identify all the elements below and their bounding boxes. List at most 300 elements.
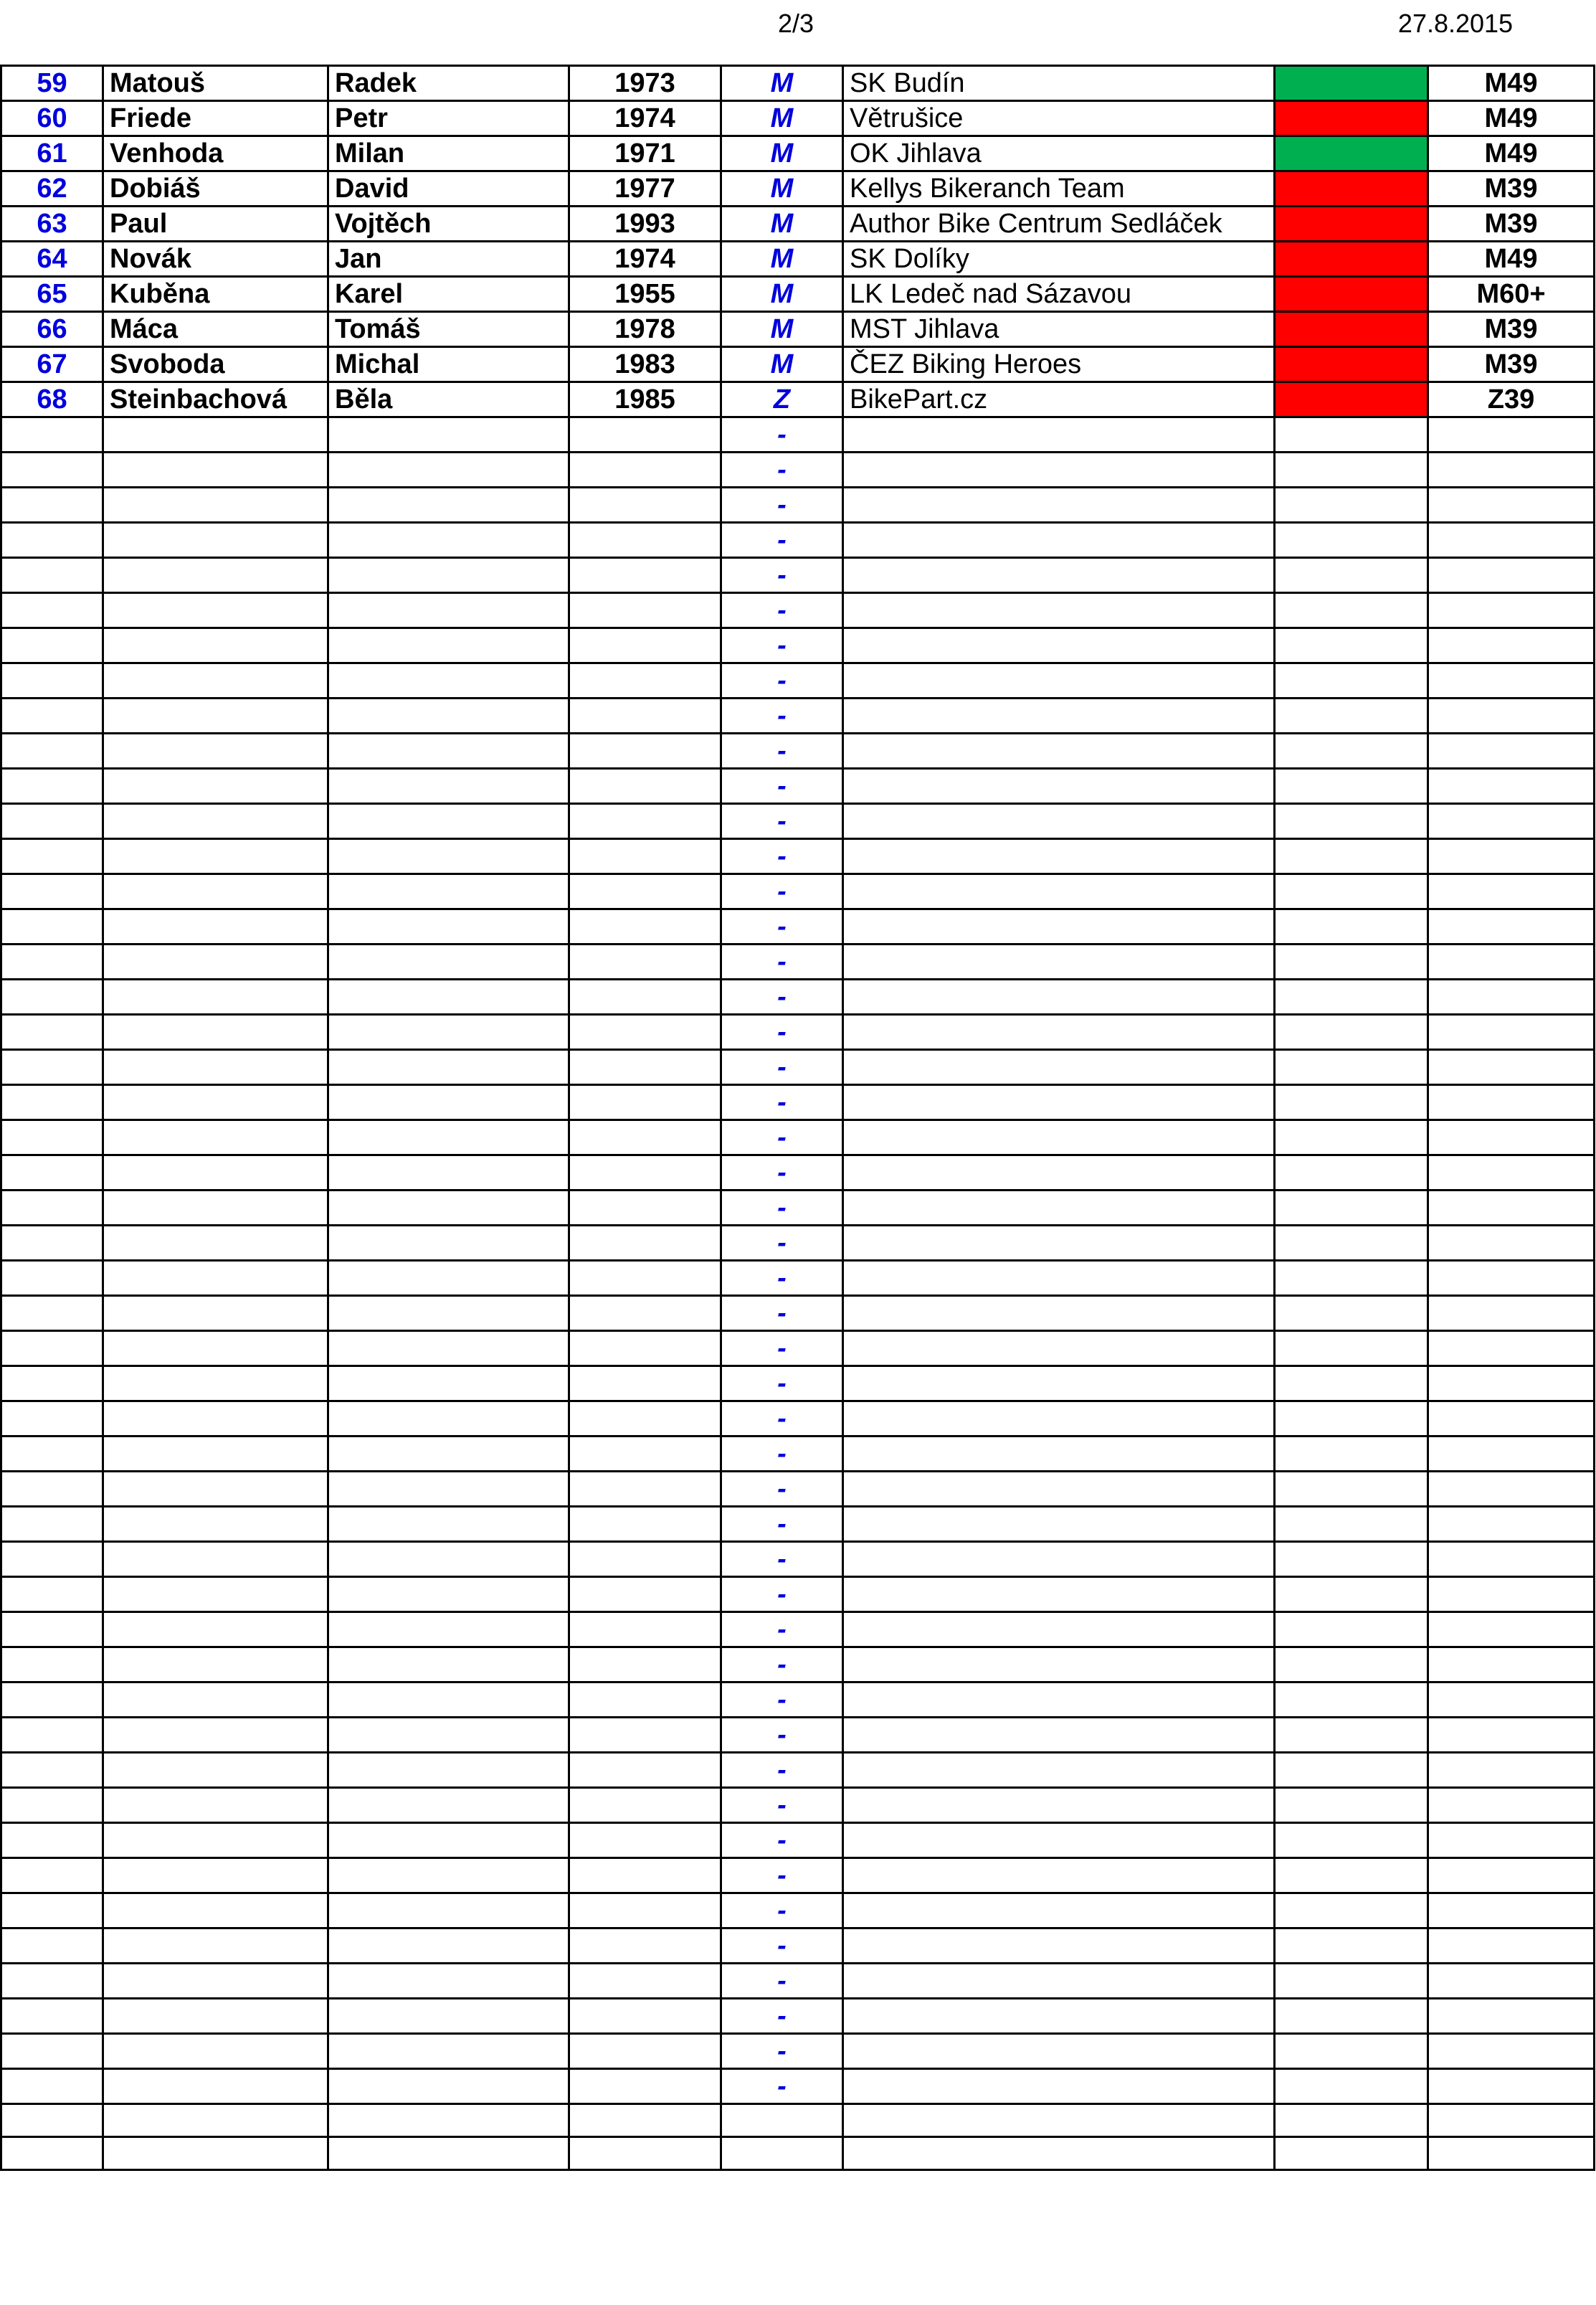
first-name-cell bbox=[328, 1647, 569, 1682]
start-number bbox=[1, 1226, 103, 1261]
start-number bbox=[1, 1366, 103, 1401]
surname-cell bbox=[103, 1191, 328, 1226]
first-name-cell bbox=[328, 1507, 569, 1542]
sex-cell: - bbox=[721, 1964, 843, 1999]
club-cell: BikePart.cz bbox=[843, 382, 1275, 417]
first-name-cell bbox=[328, 1928, 569, 1964]
first-name-cell bbox=[328, 488, 569, 523]
status-cell bbox=[1275, 488, 1428, 523]
first-name-cell bbox=[328, 1542, 569, 1577]
sex-cell: - bbox=[721, 980, 843, 1015]
empty-table-row bbox=[1, 1612, 1595, 1647]
start-number: 65 bbox=[1, 277, 103, 312]
start-number bbox=[1, 945, 103, 980]
sex-cell: - bbox=[721, 1647, 843, 1682]
birth-year-cell: 1983 bbox=[569, 347, 721, 382]
surname-cell bbox=[103, 2034, 328, 2069]
category-cell bbox=[1428, 1401, 1595, 1437]
surname-cell: Svoboda bbox=[103, 347, 328, 382]
category-cell bbox=[1428, 1612, 1595, 1647]
start-number bbox=[1, 1718, 103, 1753]
birth-year-cell bbox=[569, 909, 721, 945]
birth-year-cell bbox=[569, 1718, 721, 1753]
empty-table-row bbox=[1, 1191, 1595, 1226]
start-number bbox=[1, 1085, 103, 1120]
start-number bbox=[1, 1296, 103, 1331]
surname-cell bbox=[103, 980, 328, 1015]
start-number bbox=[1, 1858, 103, 1893]
club-cell bbox=[843, 1964, 1275, 1999]
surname-cell bbox=[103, 593, 328, 628]
category-cell bbox=[1428, 874, 1595, 909]
surname-cell bbox=[103, 2069, 328, 2104]
birth-year-cell: 1977 bbox=[569, 171, 721, 207]
sex-cell: M bbox=[721, 136, 843, 171]
empty-table-row bbox=[1, 417, 1595, 453]
club-cell bbox=[843, 1788, 1275, 1823]
birth-year-cell bbox=[569, 1928, 721, 1964]
empty-table-row bbox=[1, 1999, 1595, 2034]
birth-year-cell bbox=[569, 734, 721, 769]
status-cell bbox=[1275, 1788, 1428, 1823]
birth-year-cell bbox=[569, 558, 721, 593]
sex-cell: - bbox=[721, 909, 843, 945]
first-name-cell bbox=[328, 1964, 569, 1999]
status-cell bbox=[1275, 1507, 1428, 1542]
empty-table-row bbox=[1, 488, 1595, 523]
status-cell bbox=[1275, 1437, 1428, 1472]
status-cell bbox=[1275, 347, 1428, 382]
status-cell bbox=[1275, 734, 1428, 769]
category-cell bbox=[1428, 1191, 1595, 1226]
first-name-cell bbox=[328, 523, 569, 558]
category-cell bbox=[1428, 699, 1595, 734]
start-number bbox=[1, 1999, 103, 2034]
surname-cell bbox=[103, 769, 328, 804]
category-cell bbox=[1428, 1155, 1595, 1191]
start-number bbox=[1, 1401, 103, 1437]
category-cell: M39 bbox=[1428, 171, 1595, 207]
first-name-cell bbox=[328, 2034, 569, 2069]
sex-cell: - bbox=[721, 1753, 843, 1788]
first-name-cell bbox=[328, 1191, 569, 1226]
birth-year-cell bbox=[569, 1226, 721, 1261]
birth-year-cell: 1973 bbox=[569, 66, 721, 101]
empty-table-row bbox=[1, 1120, 1595, 1155]
table-row bbox=[1, 66, 1595, 101]
status-cell bbox=[1275, 1366, 1428, 1401]
status-cell bbox=[1275, 242, 1428, 277]
start-number bbox=[1, 980, 103, 1015]
status-cell bbox=[1275, 277, 1428, 312]
empty-table-row bbox=[1, 663, 1595, 699]
first-name-cell bbox=[328, 1823, 569, 1858]
empty-table-row bbox=[1, 734, 1595, 769]
club-cell: SK Dolíky bbox=[843, 242, 1275, 277]
sex-cell: - bbox=[721, 1191, 843, 1226]
surname-cell bbox=[103, 1085, 328, 1120]
surname-cell bbox=[103, 2137, 328, 2170]
sex-cell: - bbox=[721, 453, 843, 488]
birth-year-cell bbox=[569, 2104, 721, 2137]
surname-cell bbox=[103, 1155, 328, 1191]
start-number bbox=[1, 804, 103, 839]
birth-year-cell bbox=[569, 628, 721, 663]
birth-year-cell bbox=[569, 1015, 721, 1050]
surname-cell bbox=[103, 1964, 328, 1999]
club-cell bbox=[843, 1753, 1275, 1788]
club-cell bbox=[843, 1191, 1275, 1226]
empty-table-row bbox=[1, 909, 1595, 945]
first-name-cell: Jan bbox=[328, 242, 569, 277]
birth-year-cell bbox=[569, 1753, 721, 1788]
birth-year-cell bbox=[569, 1366, 721, 1401]
club-cell: SK Budín bbox=[843, 66, 1275, 101]
status-cell bbox=[1275, 1401, 1428, 1437]
birth-year-cell: 1978 bbox=[569, 312, 721, 347]
start-number bbox=[1, 628, 103, 663]
sex-cell: - bbox=[721, 699, 843, 734]
first-name-cell bbox=[328, 1718, 569, 1753]
club-cell bbox=[843, 1682, 1275, 1718]
sex-cell bbox=[721, 2104, 843, 2137]
start-number bbox=[1, 417, 103, 453]
start-list-body bbox=[1, 66, 1595, 2170]
club-cell bbox=[843, 734, 1275, 769]
start-number bbox=[1, 1753, 103, 1788]
category-cell bbox=[1428, 1331, 1595, 1366]
birth-year-cell bbox=[569, 1964, 721, 1999]
club-cell bbox=[843, 1612, 1275, 1647]
empty-table-row bbox=[1, 558, 1595, 593]
category-cell bbox=[1428, 1999, 1595, 2034]
surname-cell bbox=[103, 1612, 328, 1647]
surname-cell bbox=[103, 1261, 328, 1296]
club-cell bbox=[843, 909, 1275, 945]
category-cell: M49 bbox=[1428, 136, 1595, 171]
status-cell bbox=[1275, 66, 1428, 101]
start-number bbox=[1, 1155, 103, 1191]
start-number bbox=[1, 1682, 103, 1718]
status-cell bbox=[1275, 136, 1428, 171]
birth-year-cell: 1993 bbox=[569, 207, 721, 242]
first-name-cell bbox=[328, 1050, 569, 1085]
status-cell bbox=[1275, 1823, 1428, 1858]
surname-cell bbox=[103, 663, 328, 699]
birth-year-cell bbox=[569, 2137, 721, 2170]
start-number bbox=[1, 874, 103, 909]
empty-table-row bbox=[1, 1226, 1595, 1261]
club-cell: Kellys Bikeranch Team bbox=[843, 171, 1275, 207]
first-name-cell bbox=[328, 2137, 569, 2170]
birth-year-cell bbox=[569, 1437, 721, 1472]
status-cell bbox=[1275, 1155, 1428, 1191]
surname-cell bbox=[103, 523, 328, 558]
club-cell bbox=[843, 2137, 1275, 2170]
category-cell: M39 bbox=[1428, 347, 1595, 382]
club-cell bbox=[843, 1718, 1275, 1753]
status-cell bbox=[1275, 1893, 1428, 1928]
start-number: 61 bbox=[1, 136, 103, 171]
category-cell bbox=[1428, 769, 1595, 804]
surname-cell bbox=[103, 1823, 328, 1858]
birth-year-cell bbox=[569, 417, 721, 453]
surname-cell bbox=[103, 1472, 328, 1507]
category-cell bbox=[1428, 1015, 1595, 1050]
status-cell bbox=[1275, 945, 1428, 980]
category-cell bbox=[1428, 734, 1595, 769]
start-number bbox=[1, 453, 103, 488]
empty-table-row bbox=[1, 1788, 1595, 1823]
sex-cell: - bbox=[721, 1120, 843, 1155]
club-cell bbox=[843, 417, 1275, 453]
start-number: 60 bbox=[1, 101, 103, 136]
category-cell: M49 bbox=[1428, 66, 1595, 101]
birth-year-cell bbox=[569, 1858, 721, 1893]
club-cell bbox=[843, 1050, 1275, 1085]
start-number bbox=[1, 1050, 103, 1085]
start-number bbox=[1, 2069, 103, 2104]
category-cell bbox=[1428, 1753, 1595, 1788]
start-number bbox=[1, 523, 103, 558]
first-name-cell bbox=[328, 945, 569, 980]
surname-cell: Kuběna bbox=[103, 277, 328, 312]
club-cell bbox=[843, 1542, 1275, 1577]
first-name-cell bbox=[328, 1893, 569, 1928]
empty-table-row bbox=[1, 523, 1595, 558]
empty-table-row bbox=[1, 980, 1595, 1015]
empty-table-row bbox=[1, 1893, 1595, 1928]
category-cell bbox=[1428, 1120, 1595, 1155]
birth-year-cell bbox=[569, 1577, 721, 1612]
surname-cell bbox=[103, 909, 328, 945]
first-name-cell bbox=[328, 874, 569, 909]
empty-table-row bbox=[1, 1577, 1595, 1612]
table-row bbox=[1, 136, 1595, 171]
first-name-cell bbox=[328, 699, 569, 734]
first-name-cell bbox=[328, 1120, 569, 1155]
first-name-cell: Tomáš bbox=[328, 312, 569, 347]
start-number bbox=[1, 1507, 103, 1542]
category-cell bbox=[1428, 523, 1595, 558]
table-row bbox=[1, 242, 1595, 277]
start-number bbox=[1, 1120, 103, 1155]
sex-cell: - bbox=[721, 1015, 843, 1050]
first-name-cell bbox=[328, 1366, 569, 1401]
surname-cell bbox=[103, 453, 328, 488]
empty-table-row bbox=[1, 453, 1595, 488]
club-cell bbox=[843, 1437, 1275, 1472]
status-cell bbox=[1275, 1542, 1428, 1577]
club-cell bbox=[843, 839, 1275, 874]
first-name-cell: David bbox=[328, 171, 569, 207]
sex-cell: M bbox=[721, 207, 843, 242]
status-cell bbox=[1275, 628, 1428, 663]
surname-cell bbox=[103, 1577, 328, 1612]
first-name-cell bbox=[328, 1296, 569, 1331]
status-cell bbox=[1275, 1577, 1428, 1612]
sex-cell: - bbox=[721, 1155, 843, 1191]
category-cell bbox=[1428, 909, 1595, 945]
birth-year-cell bbox=[569, 2069, 721, 2104]
start-number: 63 bbox=[1, 207, 103, 242]
club-cell bbox=[843, 1472, 1275, 1507]
surname-cell bbox=[103, 1437, 328, 1472]
empty-table-row bbox=[1, 1647, 1595, 1682]
club-cell bbox=[843, 523, 1275, 558]
sex-cell: - bbox=[721, 593, 843, 628]
birth-year-cell bbox=[569, 1682, 721, 1718]
start-number bbox=[1, 1472, 103, 1507]
first-name-cell bbox=[328, 453, 569, 488]
start-number bbox=[1, 1015, 103, 1050]
sex-cell: - bbox=[721, 945, 843, 980]
empty-table-row bbox=[1, 874, 1595, 909]
empty-table-row bbox=[1, 1401, 1595, 1437]
club-cell bbox=[843, 1331, 1275, 1366]
first-name-cell bbox=[328, 734, 569, 769]
sex-cell: - bbox=[721, 734, 843, 769]
category-cell bbox=[1428, 1261, 1595, 1296]
birth-year-cell bbox=[569, 453, 721, 488]
club-cell bbox=[843, 1155, 1275, 1191]
category-cell bbox=[1428, 558, 1595, 593]
category-cell bbox=[1428, 2069, 1595, 2104]
category-cell: M60+ bbox=[1428, 277, 1595, 312]
club-cell bbox=[843, 453, 1275, 488]
start-number bbox=[1, 1191, 103, 1226]
status-cell bbox=[1275, 417, 1428, 453]
first-name-cell bbox=[328, 558, 569, 593]
category-cell: M39 bbox=[1428, 312, 1595, 347]
empty-table-row bbox=[1, 2104, 1595, 2137]
start-number bbox=[1, 663, 103, 699]
status-cell bbox=[1275, 874, 1428, 909]
table-row bbox=[1, 277, 1595, 312]
first-name-cell bbox=[328, 909, 569, 945]
empty-table-row bbox=[1, 1366, 1595, 1401]
surname-cell: Matouš bbox=[103, 66, 328, 101]
page-date: 27.8.2015 bbox=[1397, 9, 1514, 38]
start-number bbox=[1, 1542, 103, 1577]
status-cell bbox=[1275, 558, 1428, 593]
club-cell bbox=[843, 1015, 1275, 1050]
start-number: 59 bbox=[1, 66, 103, 101]
club-cell bbox=[843, 699, 1275, 734]
club-cell bbox=[843, 593, 1275, 628]
empty-table-row bbox=[1, 839, 1595, 874]
first-name-cell bbox=[328, 1261, 569, 1296]
birth-year-cell bbox=[569, 523, 721, 558]
birth-year-cell bbox=[569, 1296, 721, 1331]
empty-table-row bbox=[1, 593, 1595, 628]
category-cell bbox=[1428, 1472, 1595, 1507]
birth-year-cell bbox=[569, 945, 721, 980]
start-number bbox=[1, 839, 103, 874]
category-cell bbox=[1428, 945, 1595, 980]
club-cell bbox=[843, 804, 1275, 839]
start-number bbox=[1, 558, 103, 593]
first-name-cell: Petr bbox=[328, 101, 569, 136]
first-name-cell bbox=[328, 1612, 569, 1647]
birth-year-cell: 1974 bbox=[569, 101, 721, 136]
surname-cell bbox=[103, 1120, 328, 1155]
status-cell bbox=[1275, 453, 1428, 488]
category-cell bbox=[1428, 839, 1595, 874]
club-cell bbox=[843, 1366, 1275, 1401]
category-cell bbox=[1428, 804, 1595, 839]
category-cell bbox=[1428, 1788, 1595, 1823]
first-name-cell bbox=[328, 804, 569, 839]
first-name-cell bbox=[328, 1753, 569, 1788]
empty-table-row bbox=[1, 1155, 1595, 1191]
birth-year-cell bbox=[569, 488, 721, 523]
birth-year-cell bbox=[569, 1155, 721, 1191]
status-cell bbox=[1275, 382, 1428, 417]
start-number bbox=[1, 1788, 103, 1823]
club-cell bbox=[843, 1647, 1275, 1682]
empty-table-row bbox=[1, 699, 1595, 734]
sex-cell: - bbox=[721, 523, 843, 558]
club-cell bbox=[843, 488, 1275, 523]
sex-cell: - bbox=[721, 1612, 843, 1647]
club-cell: ČEZ Biking Heroes bbox=[843, 347, 1275, 382]
sex-cell: - bbox=[721, 628, 843, 663]
club-cell bbox=[843, 1226, 1275, 1261]
start-number: 64 bbox=[1, 242, 103, 277]
start-number bbox=[1, 909, 103, 945]
club-cell bbox=[843, 874, 1275, 909]
club-cell bbox=[843, 2069, 1275, 2104]
start-number bbox=[1, 1893, 103, 1928]
surname-cell bbox=[103, 1682, 328, 1718]
category-cell bbox=[1428, 1226, 1595, 1261]
category-cell bbox=[1428, 1647, 1595, 1682]
club-cell bbox=[843, 1858, 1275, 1893]
birth-year-cell bbox=[569, 1472, 721, 1507]
category-cell: M49 bbox=[1428, 101, 1595, 136]
empty-table-row bbox=[1, 1964, 1595, 1999]
first-name-cell: Michal bbox=[328, 347, 569, 382]
sex-cell: - bbox=[721, 1823, 843, 1858]
status-cell bbox=[1275, 1331, 1428, 1366]
sex-cell: M bbox=[721, 101, 843, 136]
empty-table-row bbox=[1, 1085, 1595, 1120]
sex-cell: - bbox=[721, 417, 843, 453]
category-cell bbox=[1428, 1437, 1595, 1472]
category-cell bbox=[1428, 417, 1595, 453]
status-cell bbox=[1275, 1296, 1428, 1331]
table-row bbox=[1, 171, 1595, 207]
first-name-cell bbox=[328, 1085, 569, 1120]
first-name-cell bbox=[328, 1788, 569, 1823]
surname-cell bbox=[103, 1401, 328, 1437]
club-cell bbox=[843, 769, 1275, 804]
status-cell bbox=[1275, 2104, 1428, 2137]
birth-year-cell bbox=[569, 663, 721, 699]
status-cell bbox=[1275, 1753, 1428, 1788]
sex-cell: - bbox=[721, 488, 843, 523]
category-cell bbox=[1428, 1542, 1595, 1577]
surname-cell bbox=[103, 2104, 328, 2137]
surname-cell bbox=[103, 874, 328, 909]
category-cell bbox=[1428, 1050, 1595, 1085]
surname-cell: Venhoda bbox=[103, 136, 328, 171]
surname-cell bbox=[103, 734, 328, 769]
empty-table-row bbox=[1, 1472, 1595, 1507]
table-row bbox=[1, 312, 1595, 347]
sex-cell: - bbox=[721, 1507, 843, 1542]
